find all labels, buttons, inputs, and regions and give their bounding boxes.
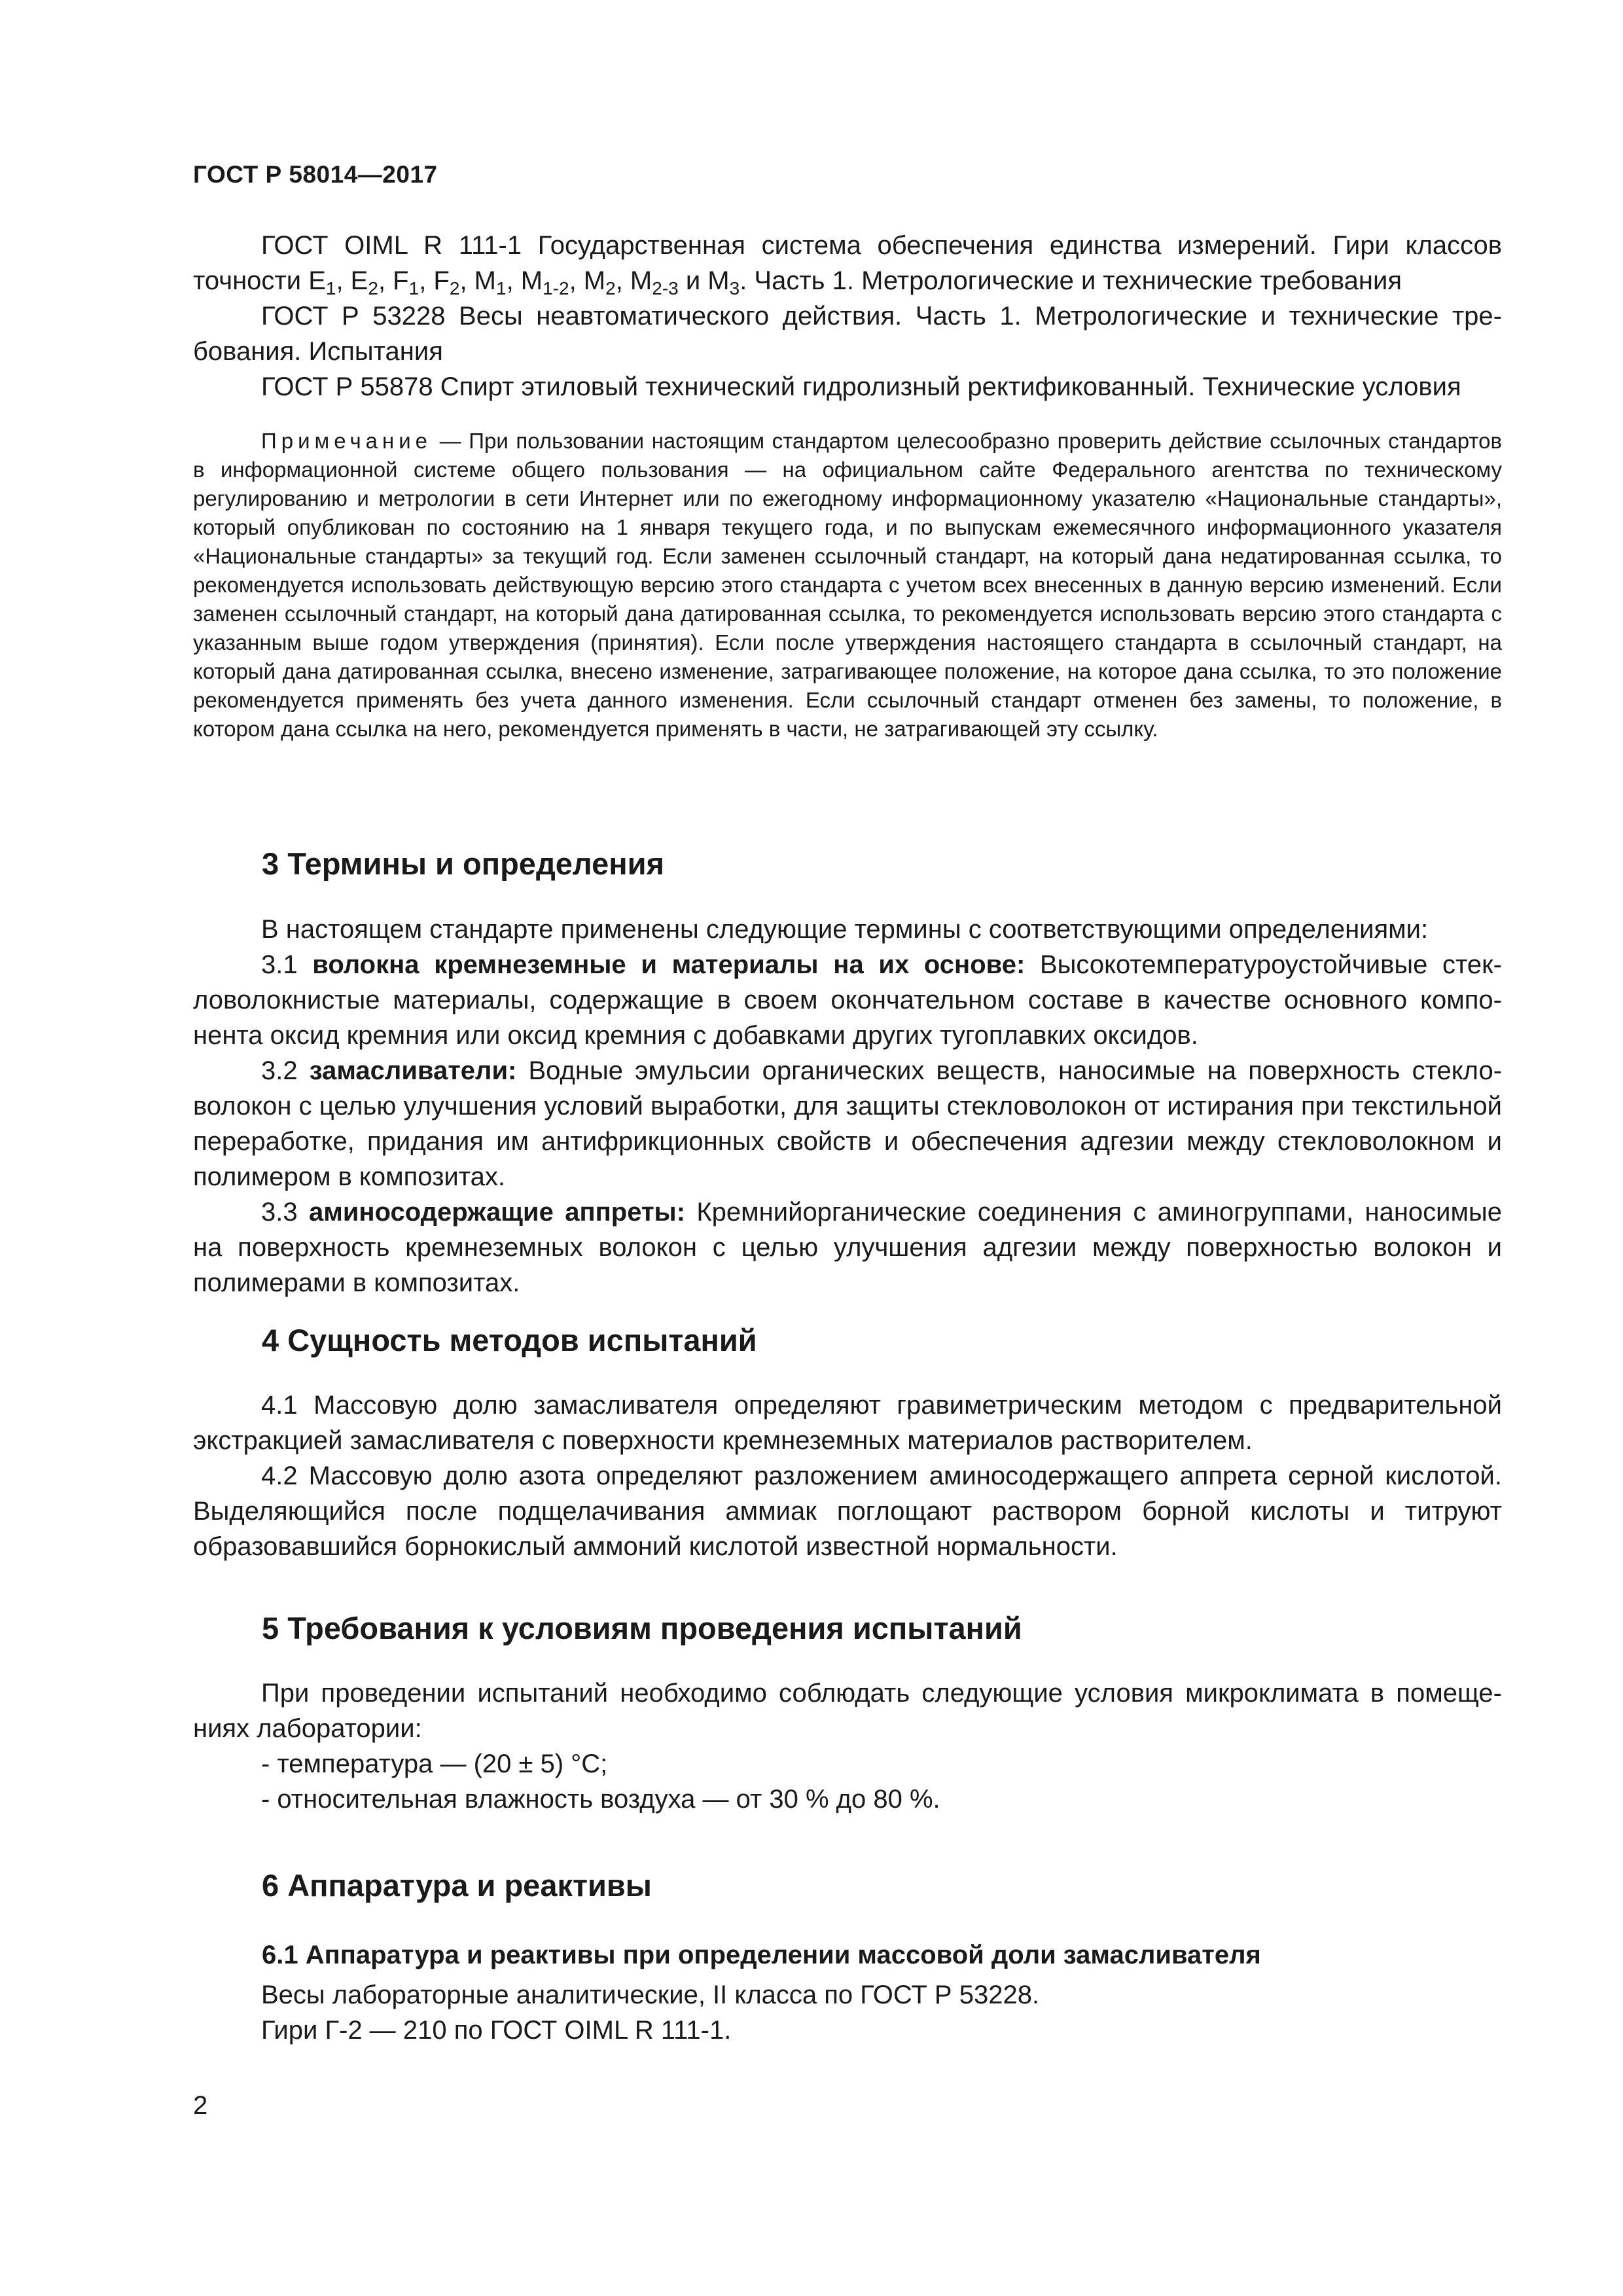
term-name: волокна кремнеземные и материалы на их основе: (312, 950, 1026, 979)
paragraph-4-1: 4.1 Массовую долю замасливателя определяют гравиметрическим методом с предварительной экстракцией замасливателя с поверхности кремнеземных материалов растворителем. (193, 1391, 1502, 1455)
equipment-line: Гири Г-2 — 210 по ГОСТ OIML R 111-1. (261, 2016, 732, 2045)
equipment-line: Весы лабораторные аналитические, II класса по ГОСТ Р 53228. (261, 1981, 1040, 2009)
term-3-1: 3.1 волокна кремнеземные и материалы на их основе: Высокотемпературоустойчивые стекловолокнистые материалы, содержащие в своем окончательном составе в качестве основного компонента оксид кремния или оксид кремния с добавками других тугоплавких оксидов. (193, 950, 1502, 1050)
section-6-title: 6 Аппаратура и реактивы (262, 1868, 652, 1903)
section-3-body (193, 912, 1502, 1300)
section-3-intro: В настоящем стандарте применены следующие термины с соответствующими определениями: (261, 915, 1429, 944)
section-5-intro: При проведении испытаний необходимо соблюдать следующие условия микроклимата в помещениях лаборатории: (193, 1679, 1502, 1743)
section-4-body (193, 1388, 1502, 1564)
document-code-header: ГОСТ Р 58014—2017 (193, 161, 438, 188)
page-number: 2 (193, 2091, 208, 2120)
reference-code: ГОСТ Р 55878 (261, 372, 433, 401)
section-3-title: 3 Термины и определения (262, 846, 664, 881)
note-text: — При пользовании настоящим стандартом целесообразно проверить действие ссылочных стандартов в информационной системе общего пользования — на официальном сайте Федерального агентства по техническому регулированию и метрологии в сети Интернет или по ежегодному информационному указателю «Национальные стандарты», который опубликован по состоянию на 1 января текущего года, и по выпускам ежемесячного информационного указателя «Национальные стандарты» за текущий год. Если заменен ссылочный стандарт, на который дана недатированная ссылка, то рекомендуется использовать действующую версию этого стандарта с учетом всех внесенных в данную версию изменений. Если заменен ссылочный стандарт, на который дана датированная ссылка, то рекомендуется использовать версию этого стандарта с указанным выше годом утверждения (принятия). Если после утверждения настоящего стандарта в ссылочный стандарт, на который дана датированная ссылка, внесено изменение, затрагивающее положение, на которое дана ссылка, то это положение рекомендуется применять без учета данного изменения. Если ссылочный стандарт отменен без замены, то положение, в котором дана ссылка на него, рекомендуется применять в части, не затрагивающей эту ссылку. (193, 429, 1502, 741)
term-name: аминосодержащие аппреты: (308, 1198, 686, 1227)
note-label: Примечание (261, 429, 433, 453)
section-4-title: 4 Сущность методов испытаний (262, 1323, 757, 1357)
section-5-title: 5 Требования к условиям проведения испытаний (262, 1611, 1022, 1645)
reference-55878: ГОСТ Р 55878 Спирт этиловый технический гидролизный ректификованный. Технические условия (261, 372, 1461, 401)
reference-53228: ГОСТ Р 53228 Весы неавтоматического действия. Часть 1. Метрологические и технические требования. Испытания (193, 302, 1503, 366)
term-3-2: 3.2 замасливатели: Водные эмульсии органических веществ, наносимые на поверхность стекловолокон с целью улучшения условий выработки, для защиты стекловолокон от истирания при текстильной переработке, придания им антифрикционных свойств и обеспечения адгезии между стекловолокном и полимером в композитах. (193, 1056, 1503, 1191)
normative-references (193, 228, 1502, 404)
note-block (193, 427, 1502, 744)
reference-oiml: ГОСТ OIML R 111-1 Государственная система обеспечения единства измерений. Гири классов точности $E_1$, $E_2$, $F_1$, $F_2$, $M_1$, $M_{1-2}$, $M_2$, $M_{2-3}$ и $M_3$. Часть 1. Метрологические и технические требования (193, 231, 1503, 298)
paragraph-4-2: 4.2 Массовую долю азота определяют разложением аминосодержащего аппрета серной кислотой. Выделяющийся после подщелачивания аммиак поглощают раствором борной кислоты и титруют образовавшийся борнокислый аммоний кислотой известной нормальности. (193, 1462, 1502, 1561)
subsection-6-1-title: 6.1 Аппаратура и реактивы при определении массовой доли замасливателя (262, 1941, 1261, 1969)
reference-code: ГОСТ Р 53228 (261, 302, 446, 331)
section-5-body (193, 1676, 1502, 1817)
section-6-body (193, 1977, 1502, 2048)
term-3-3: 3.3 аминосодержащие аппреты: Кремнийорганические соединения с аминогруппами, наносимые на поверхность кремнеземных волокон с целью улучшения адгезии между поверхностью волокон и полимерами в композитах. (193, 1198, 1503, 1297)
term-name: замасливатели: (309, 1056, 517, 1085)
reference-code: ГОСТ OIML R 111-1 (261, 231, 522, 260)
list-item: - температура — (20 ± 5) °С; (261, 1749, 608, 1778)
list-item: - относительная влажность воздуха — от 30 % до 80 %. (261, 1785, 940, 1814)
